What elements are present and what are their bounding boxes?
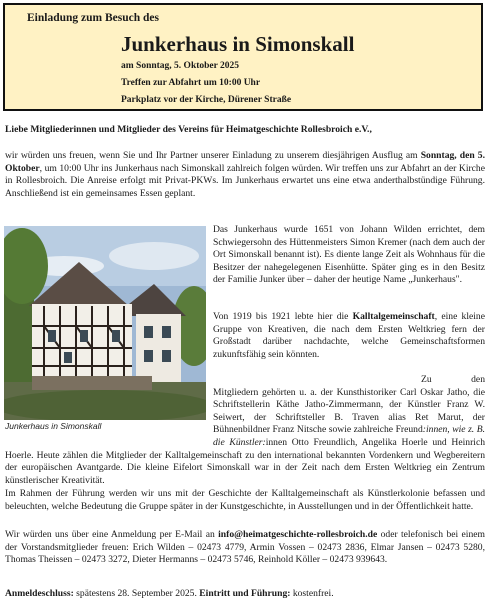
intro-paragraph: wir würden uns freuen, wenn Sie und Ihr Partner unserer Einladung zu unserem diesjährigen Ausflug am Sonntag, den 5. Oktober, um 10:00 Uhr ins Junkerhaus nach Simonskall zahlreich folgen würden. Wir treffen uns zur Abfahrt an der Kirche in Rollesbroich. Die Anreise erfolgt mit Privat-PKWs. Im Junkerhaus erwartet uns eine etwa anderthalbstündige Führung. Anschließend ist ein gemeinsames Essen geplant. xyxy=(5,150,485,199)
deadline-line: Anmeldeschluss: spätestens 28. September 2025. Eintritt und Führung: kostenfrei. xyxy=(5,588,334,599)
invitation-header-box xyxy=(3,3,483,111)
header-intro-line: Einladung zum Besuch des xyxy=(27,12,159,24)
photo-caption: Junkerhaus in Simonskall xyxy=(5,421,102,431)
tour-paragraph: Im Rahmen der Führung werden wir uns mit der Geschichte der Kalltalgemeinschaft als Künstlerkolonie befassen und beleuchten, welche Bedeutung die Gruppe später in der Kunstgeschichte, in Ausstellungen und in der Öffentlichkeit hatte. xyxy=(5,488,485,512)
kalltal-paragraph: Von 1919 bis 1921 lebte hier die Kalltalgemeinschaft, eine kleine Gruppe von Kreativen, die nach dem Ersten Weltkrieg fern der Großstadt darüber nachdachte, welche Gemeinschaftsformen zukunftsfähig sein könnten. xyxy=(213,311,485,360)
kalltal-name: Kalltalgemeinschaft xyxy=(352,311,435,322)
history-paragraph: Das Junkerhaus wurde 1651 von Johann Wilden errichtet, dem Schwiegersohn des Hüttenmeisters Simon Kremer (nach dem auch der Ort Simonskall benannt ist). Es diente lange Zeit als Wohnhaus für die Besitzer der nahegelegenen Eisenhütte. Später ging es in den Besitz der Familie Junker über – daher der heutige Name „Junkerhaus". xyxy=(213,224,485,286)
header-meeting-time: Treffen zur Abfahrt um 10:00 Uhr xyxy=(121,78,261,88)
header-meeting-place: Parkplatz vor der Kirche, Dürener Straße xyxy=(121,95,292,105)
contact-email-link[interactable]: info@heimatgeschichte-rollesbroich.de xyxy=(218,529,378,540)
header-title: Junkerhaus in Simonskall xyxy=(121,32,355,56)
header-date: am Sonntag, 5. Oktober 2025 xyxy=(121,61,240,71)
members-paragraph: Zu den Mitgliedern gehörten u. a. der Kunsthistoriker Carl Oskar Jatho, die Schriftstellerin Käthe Jatho-Zimmermann, der Künstler Franz W. Seiwert, der Schriftsteller B. Traven alias Ret Marut, der Bühnenbildner Franz Nitsche sowie zahlreiche Freund:innen, wie z. B. die Künstler:innen Otto Freundlich, Angelika Hoerle und Heinrich Hoerle. Heute zählen die Mitglieder der Kalltalgemeinschaft zu den international bekannten Vordenkern und Wegbereitern der europäischen Avantgarde. Die kleine Eifelort Simonskall war in der Zeit nach dem Ersten Weltkrieg ein Zentrum künstlerischer Kreativität. xyxy=(5,374,485,486)
intro-date: Sonntag, den 5. Oktober xyxy=(5,150,485,174)
registration-paragraph: Wir würden uns über eine Anmeldung per E-Mail an info@heimatgeschichte-rollesbroich.de oder telefonisch bei einem der Vorstandsmitglieder freuen: Erich Wilden – 02473 4779, Armin Vossen – 02473 2836, Elmar Jansen – 02473 5280, Thomas Theissen – 02473 3272, Dieter Hermanns – 02473 5746, Reinhold Köller – 02473 939643. xyxy=(5,529,485,566)
salutation: Liebe Mitgliederinnen und Mitglieder des Vereins für Heimatgeschichte Rollesbroich e.V., xyxy=(5,124,372,135)
